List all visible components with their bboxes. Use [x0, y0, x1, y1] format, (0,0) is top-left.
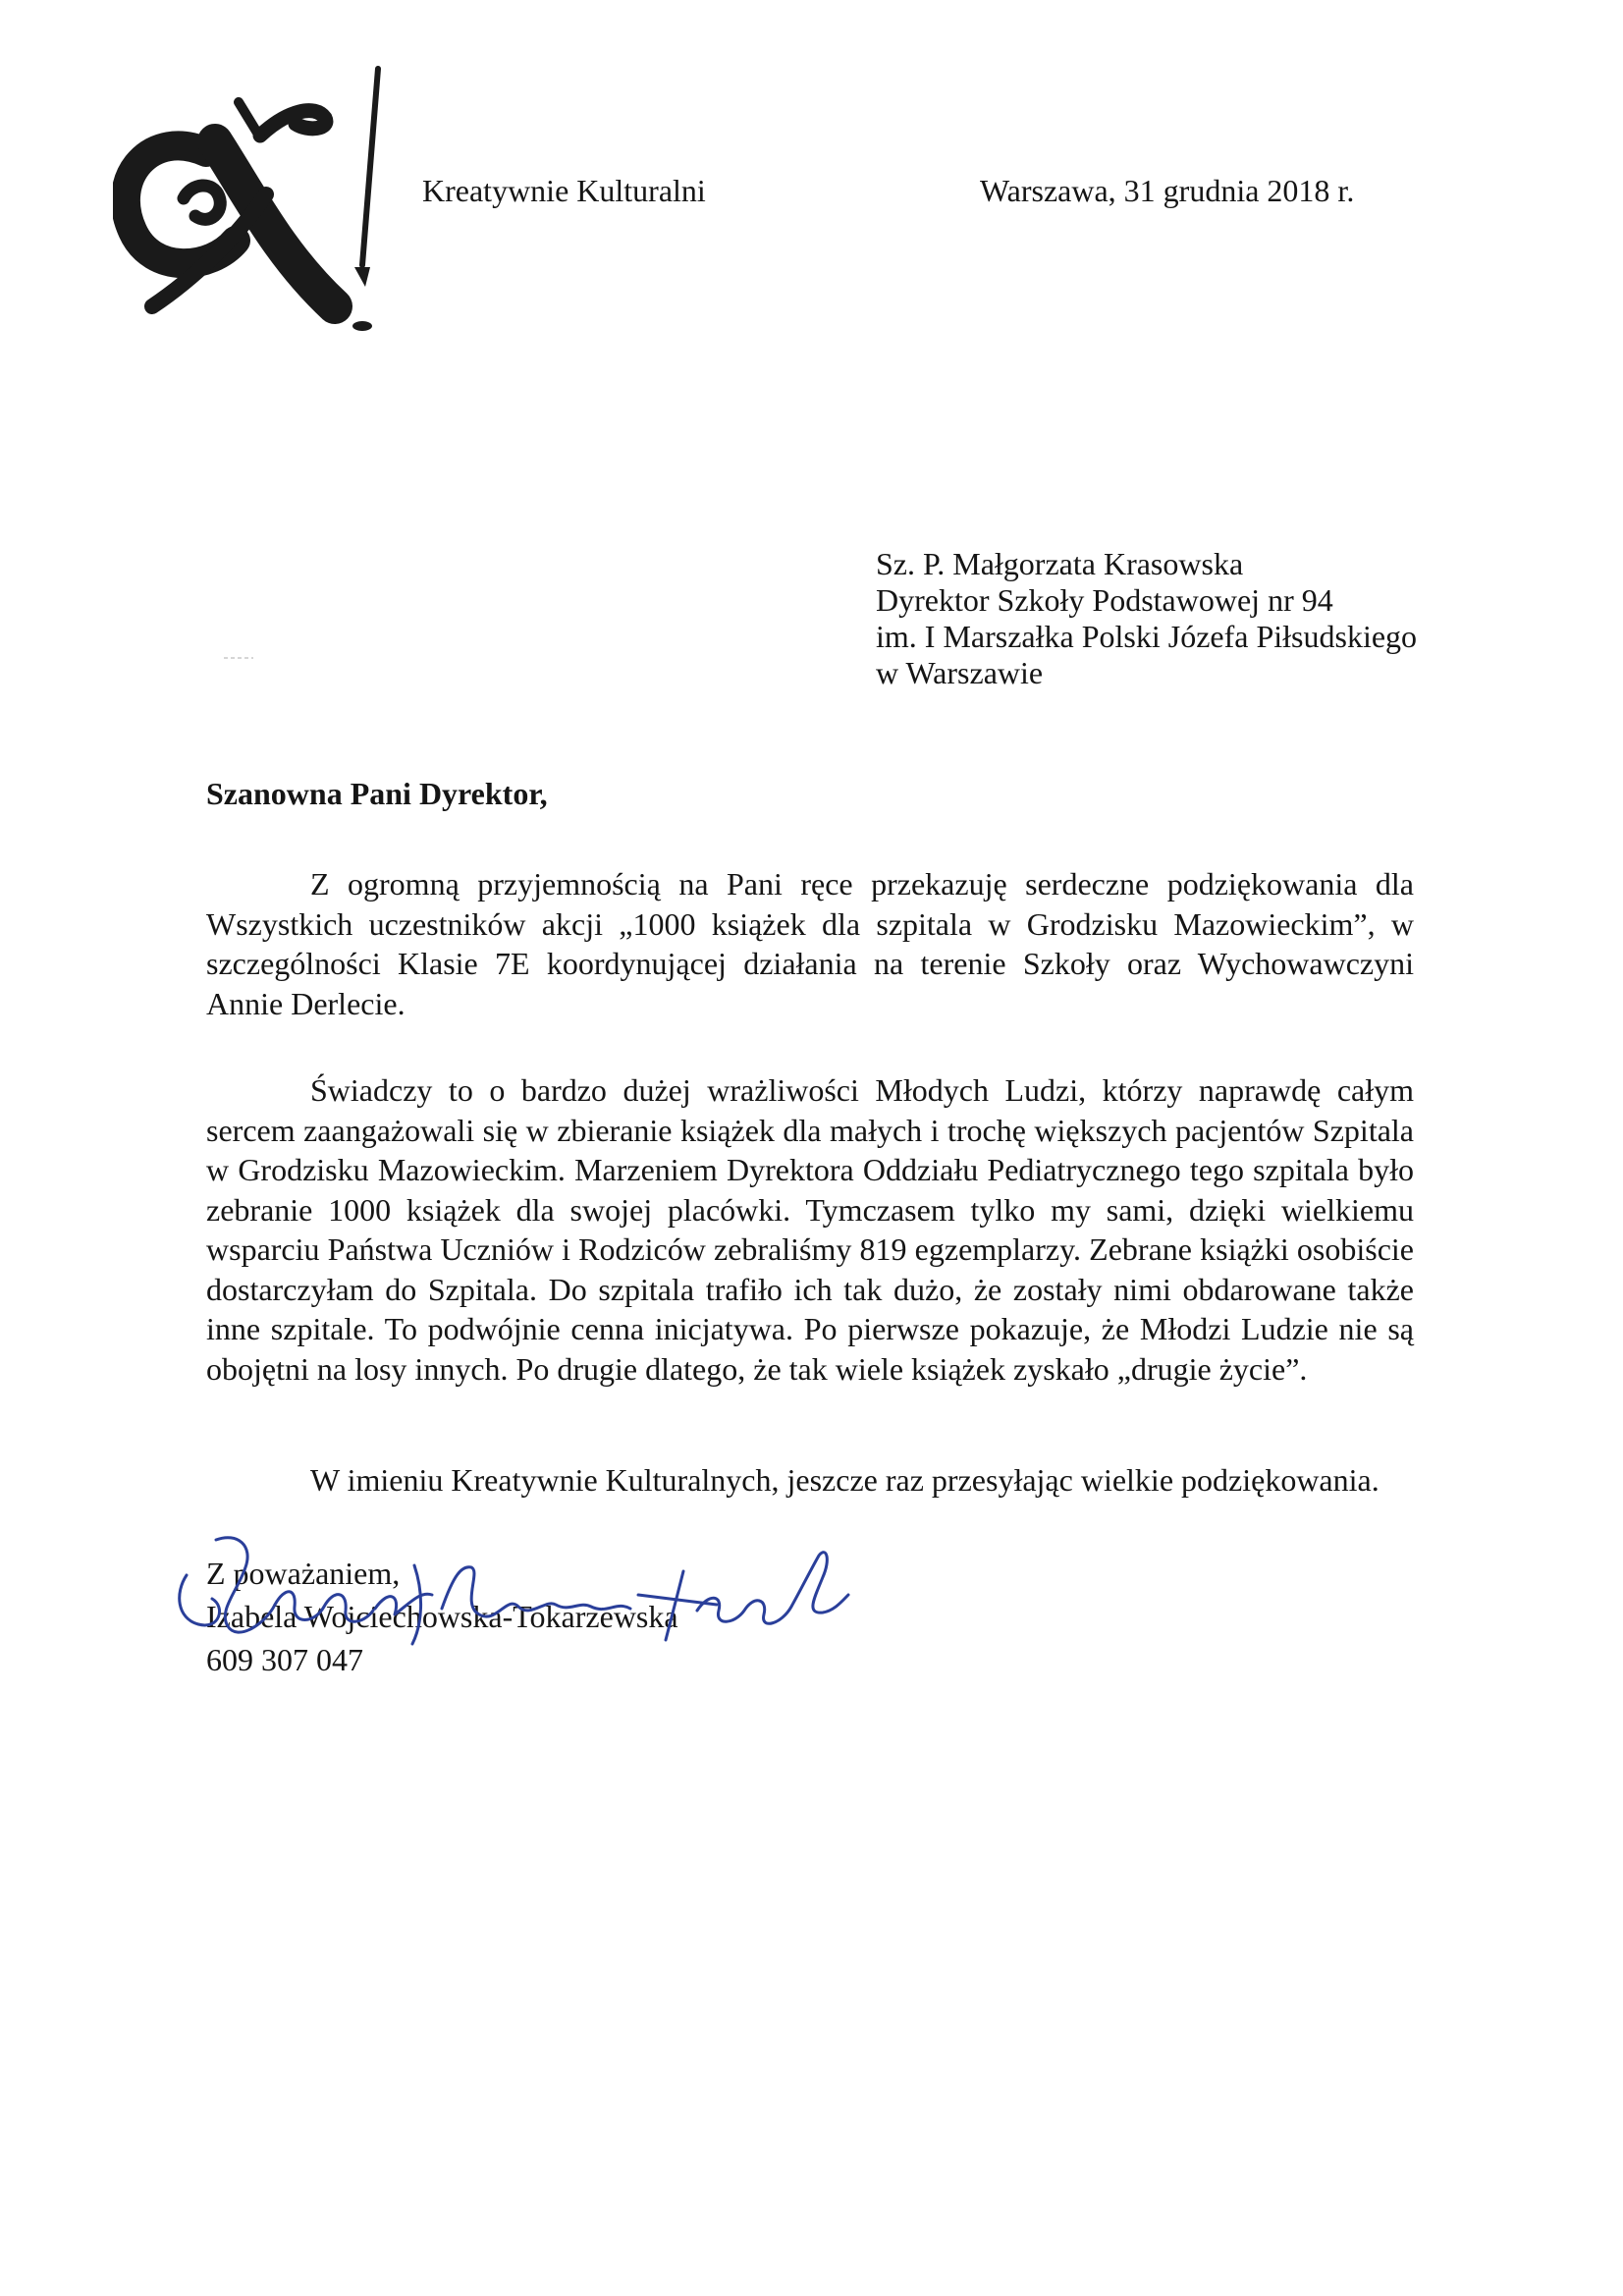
- recipient-line: w Warszawie: [876, 655, 1044, 690]
- paragraph-text: W imieniu Kreatywnie Kulturalnych, jeszcze raz przesyłając wielkie podziękowania.: [310, 1462, 1380, 1498]
- paragraph-details: [206, 1070, 1414, 1389]
- organization-name: Kreatywnie Kulturalni: [422, 173, 706, 208]
- recipient-line: Sz. P. Małgorzata Krasowska: [876, 546, 1244, 581]
- recipient-line: im. I Marszałka Polski Józefa Piłsudskiego: [876, 619, 1418, 654]
- recipient-address: [876, 546, 1417, 691]
- recipient-line: Dyrektor Szkoły Podstawowej nr 94: [876, 582, 1333, 618]
- paragraph-text: Z ogromną przyjemnością na Pani ręce przekazuję serdeczne podziękowania dla Wszystkich uczestników akcji „1000 książek dla szpitala w Grodzisku Mazowieckim”, w szczególności Klasie 7E koordynującej działania na terenie Szkoły oraz Wychowawczyni Annie Derlecie.: [206, 866, 1414, 1021]
- signer-name: Izabela Wojciechowska-Tokarzewska: [206, 1599, 678, 1634]
- scan-speck: [224, 656, 253, 660]
- paragraph-thanks: [206, 864, 1414, 1023]
- paragraph-closing-thanks: [206, 1460, 1414, 1501]
- handwritten-signature-icon: [167, 1516, 854, 1664]
- kreatywnie-kulturalni-logo-icon: [113, 59, 427, 354]
- paragraph-text: Świadczy to o bardzo dużej wrażliwości Młodych Ludzi, którzy naprawdę całym sercem zaangażowali się w zbieranie książek dla małych i trochę większych pacjentów Szpitala w Grodzisku Mazowieckim. Marzeniem Dyrektora Oddziału Pediatrycznego tego szpitala było zebranie 1000 książek dla swojej placówki. Tymczasem tylko my sami, dzięki wielkiemu wsparciu Państwa Uczniów i Rodziców zebraliśmy 819 egzemplarzy. Zebrane książki osobiście dostarczyłam do Szpitala. Do szpitala trafiło ich tak dużo, że zostały nimi obdarowane także inne szpitale. To podwójnie cenna inicjatywa. Po pierwsze pokazuje, że Młodzi Ludzie nie są obojętni na losy innych. Po drugie dlatego, że tak wiele książek zyskało „drugie życie”.: [206, 1072, 1414, 1387]
- phone-number: 609 307 047: [206, 1642, 363, 1677]
- salutation: Szanowna Pani Dyrektor,: [206, 776, 548, 811]
- place-date: Warszawa, 31 grudnia 2018 r.: [980, 173, 1355, 208]
- closing-phrase: Z poważaniem,: [206, 1556, 401, 1591]
